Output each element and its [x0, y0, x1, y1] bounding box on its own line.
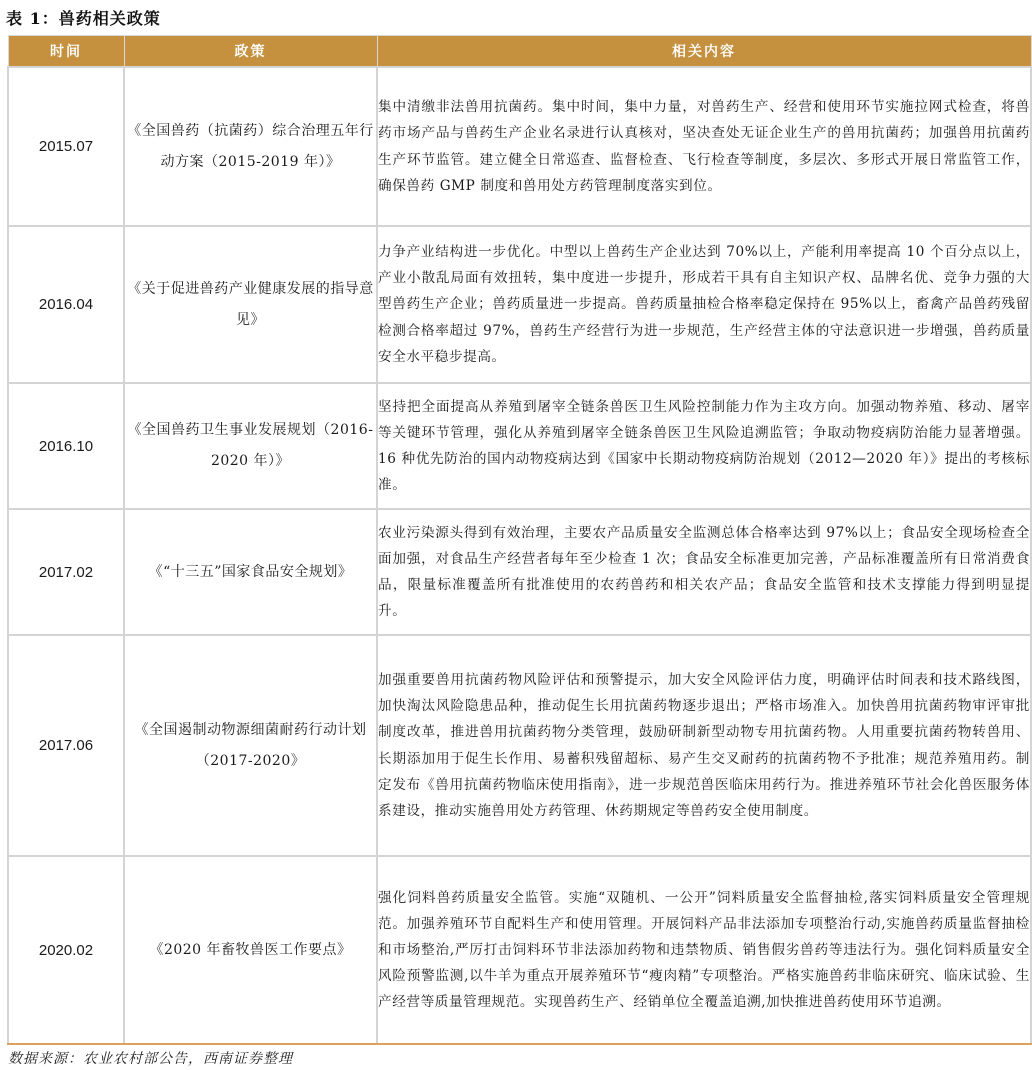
row-time: 2017.06	[8, 635, 124, 856]
column-header-policy: 政策	[124, 36, 377, 68]
row-policy: 《全国遏制动物源细菌耐药行动计划（2017-2020》	[124, 635, 377, 856]
row-policy: 《全国兽药卫生事业发展规划（2016-2020 年）》	[124, 383, 377, 509]
row-content: 农业污染源头得到有效治理，主要农产品质量安全监测总体合格率达到 97%以上；食品安全现场检查全面加强，对食品生产经营者每年至少检查 1 次；食品安全标准更加完善，产品标准覆盖所有日常消费食品，限量标准覆盖所有批准使用的农药兽药和相关农产品；食品安全监管和技术支撑能力得到明显提升。	[377, 509, 1031, 635]
row-content: 坚持把全面提高从养殖到屠宰全链条兽医卫生风险控制能力作为主攻方向。加强动物养殖、移动、屠宰等关键环节管理，强化从养殖到屠宰全链条兽医卫生风险追溯监管；争取动物疫病防治能力显著增强。16 种优先防治的国内动物疫病达到《国家中长期动物疫病防治规划（2012—2020 年）》提出的考核标准。	[377, 383, 1031, 509]
row-policy: 《全国兽药（抗菌药）综合治理五年行动方案（2015-2019 年）》	[124, 67, 377, 226]
column-header-content: 相关内容	[377, 36, 1031, 68]
policy-table	[7, 35, 1032, 1045]
table-row	[8, 856, 1031, 1044]
table-title: 表 1：兽药相关政策	[6, 9, 161, 28]
row-policy: 《2020 年畜牧兽医工作要点》	[124, 856, 377, 1044]
row-policy: 《“十三五”国家食品安全规划》	[124, 509, 377, 635]
table-row	[8, 635, 1031, 856]
row-content: 加强重要兽用抗菌药物风险评估和预警提示，加大安全风险评估力度，明确评估时间表和技术路线图，加快淘汰风险隐患品种，推动促生长用抗菌药物逐步退出；严格市场准入。加快兽用抗菌药物审评审批制度改革，推进兽用抗菌药物分类管理，鼓励研制新型动物专用抗菌药物。人用重要抗菌药物转兽用、长期添加用于促生长作用、易蓄积残留超标、易产生交叉耐药的抗菌药物不予批准；规范养殖用药。制定发布《兽用抗菌药物临床使用指南》，进一步规范兽医临床用药行为。推进养殖环节社会化兽医服务体系建设，推动实施兽用处方药管理、休药期规定等兽药安全使用制度。	[377, 635, 1031, 856]
row-time: 2020.02	[8, 856, 124, 1044]
row-policy: 《关于促进兽药产业健康发展的指导意见》	[124, 226, 377, 383]
source-note: 数据来源：农业农村部公告，西南证券整理	[8, 1051, 293, 1067]
row-time: 2015.07	[8, 67, 124, 226]
row-content: 强化饲料兽药质量安全监管。实施“双随机、一公开”饲料质量安全监督抽检,落实饲料质量安全管理规范。加强养殖环节自配料生产和使用管理。开展饲料产品非法添加专项整治行动,实施兽药质量监督抽检和市场整治,严厉打击饲料环节非法添加药物和违禁物质、销售假劣兽药等违法行为。强化饲料质量安全风险预警监测,以牛羊为重点开展养殖环节“瘦肉精”专项整治。严格实施兽药非临床研究、临床试验、生产经营等质量管理规范。实现兽药生产、经销单位全覆盖追溯,加快推进兽药使用环节追溯。	[377, 856, 1031, 1044]
column-header-time: 时间	[8, 36, 124, 68]
table-row	[8, 67, 1031, 226]
table-row	[8, 509, 1031, 635]
table-header-row	[8, 36, 1031, 68]
table-row	[8, 226, 1031, 383]
row-time: 2016.04	[8, 226, 124, 383]
row-content: 力争产业结构进一步优化。中型以上兽药生产企业达到 70%以上，产能利用率提高 10 个百分点以上，产业小散乱局面有效扭转，集中度进一步提升，形成若干具有自主知识产权、品牌名优、竞争力强的大型兽药生产企业；兽药质量进一步提高。兽药质量抽检合格率稳定保持在 95%以上，畜禽产品兽药残留检测合格率超过 97%，兽药生产经营行为进一步规范，生产经营主体的守法意识进一步增强，兽药质量安全水平稳步提高。	[377, 226, 1031, 383]
table-row	[8, 383, 1031, 509]
row-time: 2017.02	[8, 509, 124, 635]
row-time: 2016.10	[8, 383, 124, 509]
row-content: 集中清缴非法兽用抗菌药。集中时间，集中力量，对兽药生产、经营和使用环节实施拉网式检查，将兽药市场产品与兽药生产企业名录进行认真核对，坚决查处无证企业生产的兽用抗菌药；加强兽用抗菌药生产环节监管。建立健全日常巡查、监督检查、飞行检查等制度，多层次、多形式开展日常监管工作，确保兽药 GMP 制度和兽用处方药管理制度落实到位。	[377, 67, 1031, 226]
